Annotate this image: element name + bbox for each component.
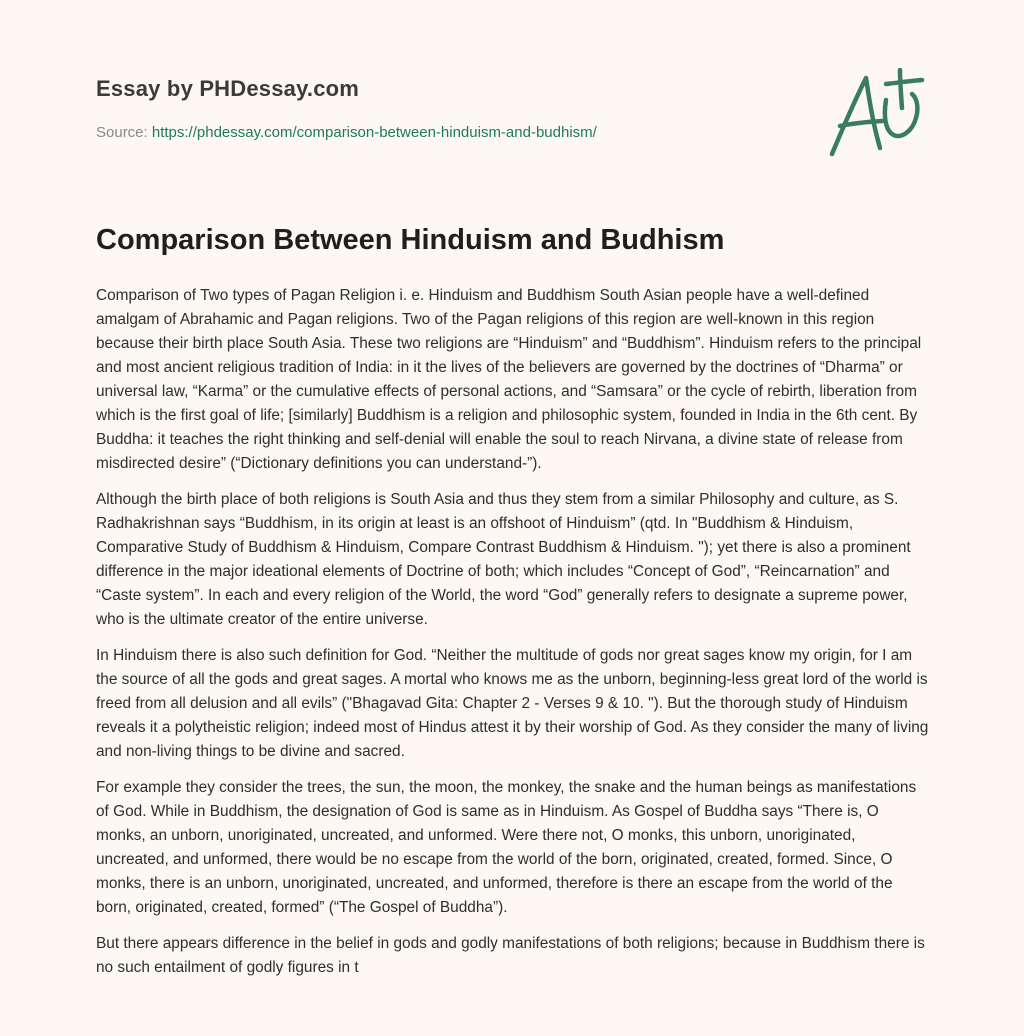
source-link[interactable]: https://phdessay.com/comparison-between-hinduism-and-budhism/ xyxy=(151,124,597,141)
essay-paragraph: In Hinduism there is also such definition for God. “Neither the multitude of gods nor great sages know my origin, for I am the source of all the gods and great sages. A mortal who knows me as the unborn, beginning-less great lord of the world is freed from all delusion and all evils” ("Bhagavad Gita: Chapter 2 - Verses 9 & 10. "). But the thorough study of Hinduism reveals it a polytheistic religion; indeed most of Hindus attest it by their worship of God. As they consider the many of living and non-living things to be divine and sacred. xyxy=(96,647,929,760)
essay-body xyxy=(96,284,930,992)
source-line xyxy=(96,124,597,141)
page-header xyxy=(96,74,928,184)
essay-paragraph: Comparison of Two types of Pagan Religion i. e. Hinduism and Buddhism South Asian people have a well-defined amalgam of Abrahamic and Pagan religions. Two of the Pagan religions of this region are well-known in this region because their birth place South Asia. These two religions are “Hinduism” and “Buddhism”. Hinduism refers to the principal and most ancient religious tradition of India: in it the lives of the believers are governed by the doctrines of “Dharma” or universal law, “Karma” or the cumulative effects of personal actions, and “Samsara” or the cycle of rebirth, liberation from which is the first goal of life; [similarly] Buddhism is a religion and philosophic system, founded in India in the 6th cent. By Buddha: it teaches the right thinking and self-denial will enable the soul to reach Nirvana, a divine state of release from misdirected desire” (“Dictionary definitions you can understand-”). xyxy=(96,287,922,472)
source-label: Source: xyxy=(96,124,152,141)
essay-paragraph: Although the birth place of both religions is South Asia and thus they stem from a similar Philosophy and culture, as S. Radhakrishnan says “Buddhism, in its origin at least is an offshoot of Hinduism” (qtd. In "Buddhism & Hinduism, Comparative Study of Buddhism & Hinduism, Compare Contrast Buddhism & Hinduism. "); yet there is also a prominent difference in the major ideational elements of Doctrine of both; which includes “Concept of God”, “Reincarnation” and “Caste system”. In each and every religion of the World, the word “God” generally refers to designate a supreme power, who is the ultimate creator of the entire universe. xyxy=(96,491,911,628)
essay-paragraph: For example they consider the trees, the sun, the moon, the monkey, the snake and the human beings as manifestations of God. While in Buddhism, the designation of God is same as in Hinduism. As Gospel of Buddha says “There is, O monks, an unborn, unoriginated, uncreated, and unformed. Were there not, O monks, this unborn, unoriginated, uncreated, and unformed, there would be no escape from the world of the born, originated, created, formed. Since, O monks, there is an unborn, unoriginated, uncreated, and unformed, therefore is there an escape from the world of the born, originated, created, formed” (“The Gospel of Buddha”). xyxy=(96,779,917,916)
a-plus-logo-icon xyxy=(824,68,928,164)
essay-paragraph: But there appears difference in the belief in gods and godly manifestations of both religions; because in Buddhism there is no such entailment of godly figures in t xyxy=(96,935,925,976)
essay-title: Comparison Between Hinduism and Budhism xyxy=(96,224,725,256)
site-brand[interactable]: Essay by PHDessay.com xyxy=(96,76,360,101)
